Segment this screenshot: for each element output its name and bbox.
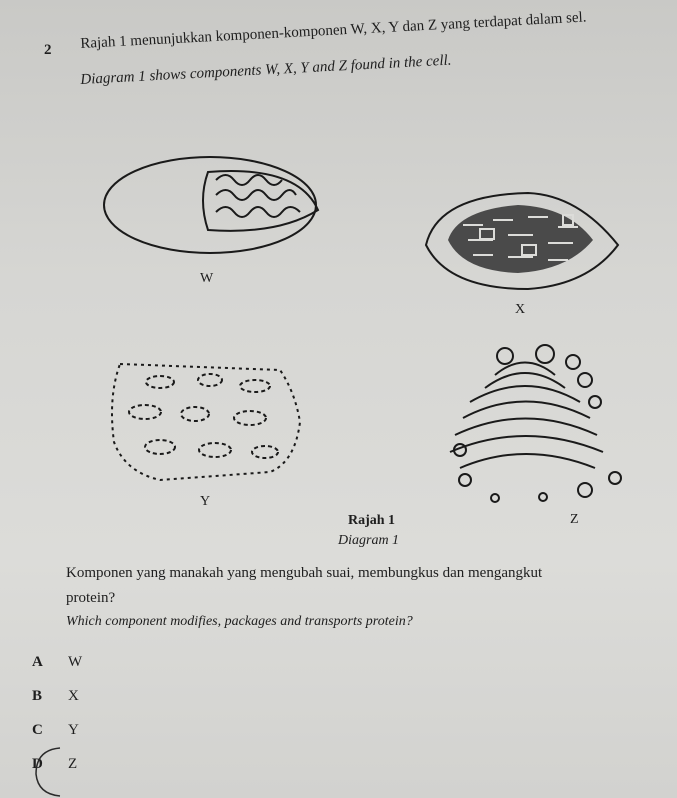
option-key: D (32, 756, 43, 772)
figure-z-golgi (425, 340, 635, 510)
option-c[interactable] (32, 722, 79, 739)
option-text: W (68, 654, 83, 670)
option-key: C (32, 722, 43, 738)
figure-x-chloroplast (418, 185, 628, 300)
figure-w-mitochondrion (98, 150, 328, 280)
figure-y-rer (100, 352, 310, 487)
option-key: A (32, 654, 43, 670)
option-text: Z (68, 756, 78, 772)
option-text: Y (68, 722, 79, 738)
figure-y-label: Y (200, 494, 211, 509)
question-stem-malay: Rajah 1 menunjukkan komponen-komponen W, X, Y dan Z yang terdapat dalam sel. (80, 9, 587, 52)
figure-x-label: X (515, 302, 526, 317)
question-prompt-malay-line2: protein? (66, 590, 116, 606)
option-a[interactable] (32, 654, 82, 671)
question-stem-english: Diagram 1 shows components W, X, Y and Z found in the cell. (80, 52, 452, 88)
diagram-caption-english: Diagram 1 (338, 533, 400, 548)
option-text: X (68, 688, 79, 704)
question-prompt-malay-line1: Komponen yang manakah yang mengubah suai, membungkus dan mengangkut (66, 565, 543, 581)
answer-circle-mark (30, 744, 70, 798)
question-number: 2 (44, 42, 52, 58)
diagram-caption-malay: Rajah 1 (348, 513, 396, 528)
option-key: B (32, 688, 43, 704)
question-prompt-english: Which component modifies, packages and transports protein? (66, 614, 413, 629)
figure-z-label: Z (570, 512, 579, 527)
option-b[interactable] (32, 688, 79, 705)
figure-w-label: W (200, 271, 214, 286)
